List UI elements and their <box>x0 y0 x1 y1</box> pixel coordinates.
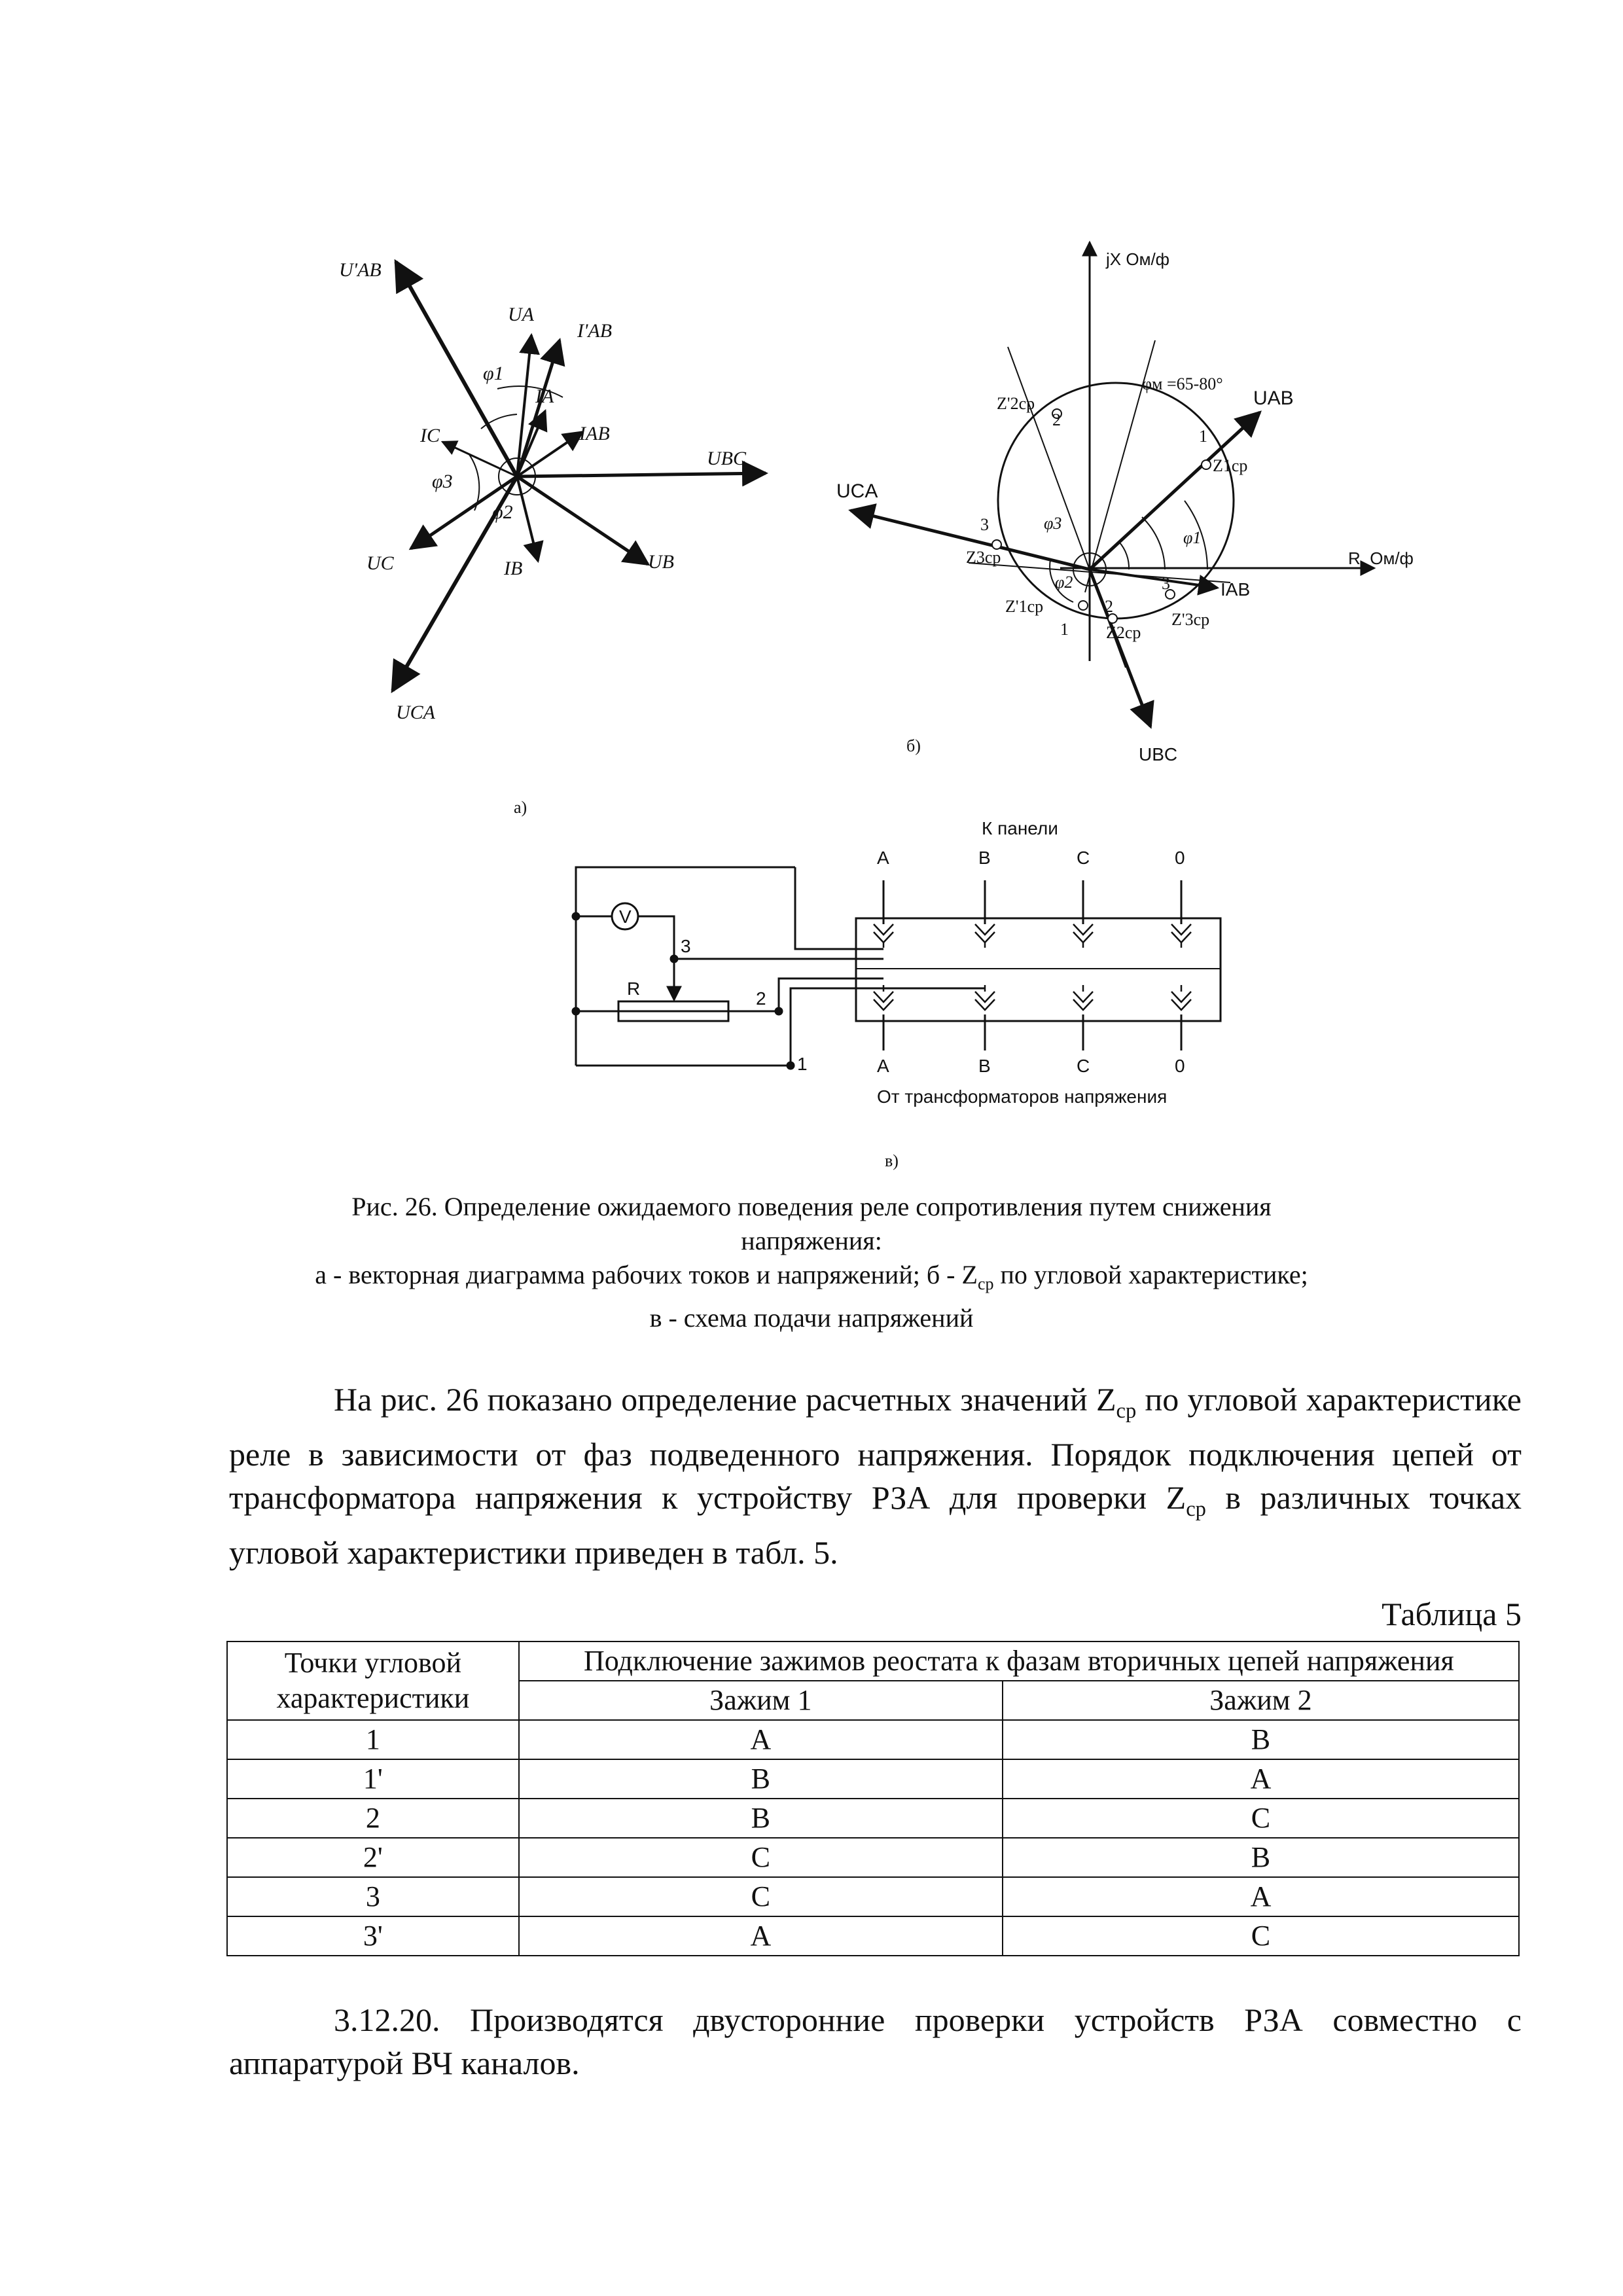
label-phi-m: φм =65-80° <box>1142 374 1223 393</box>
header-connection: Подключение зажимов реостата к фазам вторичных цепей напряжения <box>519 1641 1519 1681</box>
label-phi1: φ1 <box>483 363 504 384</box>
label-phi1: φ1 <box>1183 528 1202 547</box>
wiring-diagram-c-labels <box>619 818 1185 1170</box>
vector-diagram-a-labels <box>339 259 747 817</box>
label-z2cp-prime: Z'2ср <box>997 394 1035 413</box>
label-to-panel: К панели <box>982 818 1058 838</box>
caption-line-1: Рис. 26. Определение ожидаемого поведения реле сопротивления путем снижения <box>351 1192 1272 1221</box>
label-point-3: 3 <box>980 515 989 534</box>
label-point-2: 2 <box>1052 410 1061 429</box>
label-top-phase-b: B <box>978 848 991 868</box>
label-bottom-phase-a: A <box>877 1056 889 1076</box>
label-jx-axis: jX Ом/ф <box>1106 249 1170 269</box>
caption-line-4: в - схема подачи напряжений <box>649 1303 974 1333</box>
label-uc: UC <box>366 552 394 574</box>
label-uab: UAB <box>1253 387 1294 409</box>
table-row: 3 C A <box>227 1877 1519 1916</box>
label-z1cp-prime: Z'1ср <box>1005 597 1044 616</box>
label-ub: UB <box>648 551 674 573</box>
label-r-axis: R, Ом/ф <box>1348 548 1414 568</box>
label-iab-prime: I'AB <box>577 320 613 342</box>
caption-line-3: а - векторная диаграмма рабочих токов и напряжений; б - $Z_{ср}$ по угловой характеристике; <box>315 1260 1308 1293</box>
impedance-diagram-b <box>851 242 1374 726</box>
label-z3cp-prime: Z'3ср <box>1171 610 1210 629</box>
label-node-2: 2 <box>756 988 766 1009</box>
label-top-phase-0: 0 <box>1175 848 1185 868</box>
label-voltmeter: V <box>619 906 632 927</box>
label-phi3: φ3 <box>432 471 453 492</box>
label-letter-a: а) <box>514 798 527 817</box>
label-ua: UA <box>508 304 534 325</box>
label-from-transformers: От трансформаторов напряжения <box>877 1086 1168 1107</box>
label-uca: UCA <box>836 480 878 502</box>
caption-line-2: напряжения: <box>741 1226 882 1255</box>
label-uca: UCA <box>396 702 435 723</box>
header-clamp-2: Зажим 2 <box>1003 1681 1519 1720</box>
label-ia: IA <box>535 386 554 407</box>
label-point-1: 1 <box>1199 427 1207 446</box>
table-row: 2' C B <box>227 1838 1519 1877</box>
label-uab-prime: U'AB <box>339 259 382 281</box>
label-point-2b: 2 <box>1105 597 1113 616</box>
connection-table <box>226 1641 1520 1956</box>
table-row: 3' A C <box>227 1916 1519 1956</box>
label-ubc: UBC <box>1139 744 1178 764</box>
table-caption: Таблица 5 <box>1382 1596 1522 1632</box>
label-top-phase-c: C <box>1077 848 1090 868</box>
paragraph-hf-checks: 3.12.20. Производятся двусторонние проверки устройств РЗА совместно с аппаратурой ВЧ каналов. <box>229 2001 1522 2081</box>
label-resistor: R <box>627 978 641 999</box>
label-bottom-phase-b: B <box>978 1056 991 1076</box>
label-letter-b: б) <box>906 736 921 755</box>
label-phi2: φ2 <box>492 501 513 523</box>
label-phi3: φ3 <box>1044 514 1062 533</box>
table-row: 2 B C <box>227 1799 1519 1838</box>
label-node-3: 3 <box>681 936 691 956</box>
label-ubc: UBC <box>707 448 746 469</box>
header-points: Точки угловой характеристики <box>227 1641 519 1720</box>
label-bottom-phase-0: 0 <box>1175 1056 1185 1076</box>
label-ic: IC <box>420 425 440 446</box>
table-row: 1' B A <box>227 1759 1519 1799</box>
table-row: 1 A B <box>227 1720 1519 1759</box>
label-z3cp: Z3ср <box>966 548 1001 567</box>
label-z1cp: Z1ср <box>1213 456 1248 475</box>
label-phi2: φ2 <box>1055 573 1073 592</box>
label-top-phase-a: A <box>877 848 889 868</box>
label-bottom-phase-c: C <box>1077 1056 1090 1076</box>
label-point-1b: 1 <box>1060 620 1069 639</box>
figure-caption <box>236 1190 1387 1335</box>
paragraph-angle-characteristic: На рис. 26 показано определение расчетных значений $Z_{ср}$ по угловой характеристике реле в зависимости от фаз подведенного напряжения. Порядок подключения цепей от трансформатора напряжения к устройству РЗА для проверки $Z_{ср}$ в различных точках угловой характеристики приведен в табл. 5. <box>229 1381 1522 1571</box>
impedance-diagram-b-labels <box>836 249 1414 764</box>
label-node-1: 1 <box>797 1054 808 1074</box>
label-letter-c: в) <box>885 1151 899 1170</box>
header-clamp-1: Зажим 1 <box>519 1681 1003 1720</box>
label-iab: IAB <box>579 423 610 444</box>
label-z2cp: Z2ср <box>1106 623 1141 642</box>
label-iab: IAB <box>1221 579 1251 600</box>
wiring-diagram-c <box>573 867 1221 1069</box>
label-point-3b: 3 <box>1162 574 1170 593</box>
label-ib: IB <box>504 558 523 579</box>
